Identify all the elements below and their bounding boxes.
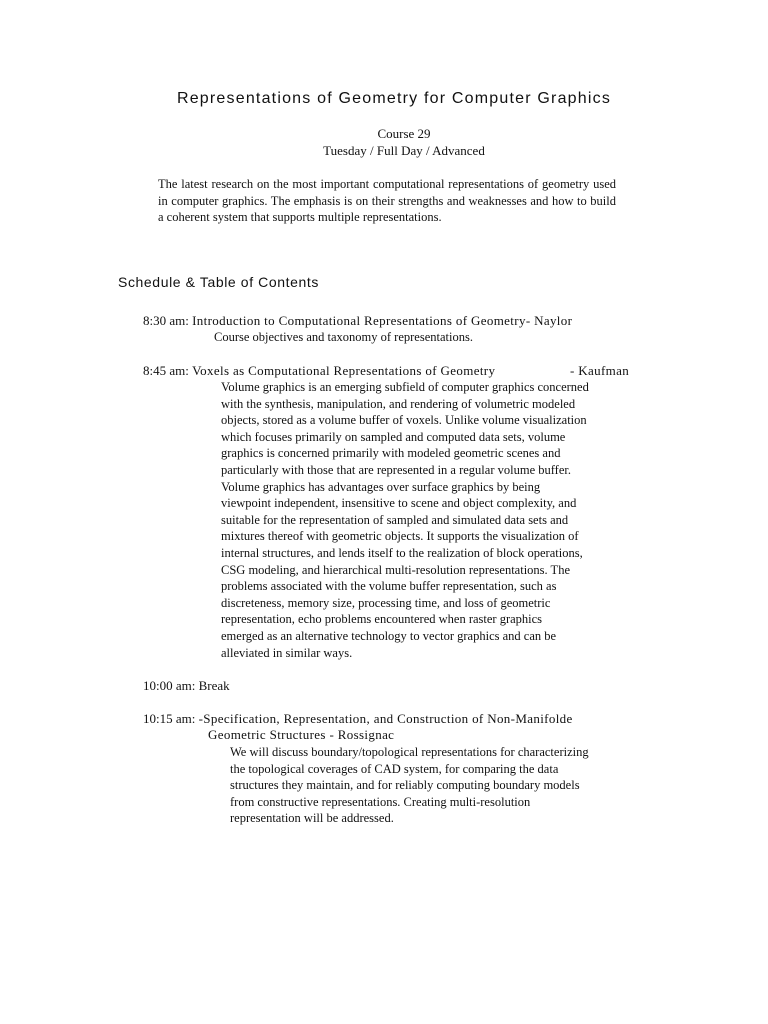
- description-line: internal structures, and lends itself to the realization of block operations,: [221, 545, 583, 560]
- schedule-description: Course objectives and taxonomy of representations.: [214, 330, 473, 344]
- description-line: Volume graphics has advantages over surface graphics by being: [221, 479, 541, 494]
- description-line: CSG modeling, and hierarchical multi-resolution representations. The: [221, 562, 570, 577]
- schedule-topic-cont: Geometric Structures: [208, 727, 326, 742]
- schedule-time: 10:00 am:: [143, 678, 196, 693]
- schedule-speaker: - Naylor: [525, 313, 573, 328]
- course-title: Representations of Geometry for Computer Graphics: [176, 90, 612, 107]
- description-line: representation, echo problems encountered when raster graphics: [221, 612, 543, 627]
- schedule-topic: -Specification, Representation, and Construction of Non-Manifolde: [198, 711, 573, 726]
- schedule-item-nonmanifold: [143, 711, 573, 728]
- description-line: particularly with those that are represented in a regular volume buffer.: [221, 462, 571, 477]
- description-line: Volume graphics is an emerging subfield of computer graphics concerned: [221, 380, 589, 394]
- description-line: objects, stored as a volume buffer of voxels. Unlike volume visualization: [221, 413, 587, 428]
- description-line: graphics is concerned primarily with modeled geometric scenes and: [221, 446, 561, 461]
- schedule-time: 8:45 am:: [143, 363, 189, 378]
- schedule-topic: Break: [198, 678, 230, 693]
- schedule-item-intro: [143, 313, 572, 330]
- schedule-speaker: - Kaufman: [570, 363, 630, 378]
- schedule-description: [230, 744, 589, 827]
- description-line: viewpoint independent, insensitive to scene and object complexity, and: [221, 496, 577, 511]
- schedule-topic: Voxels as Computational Representations of Geometry: [192, 363, 496, 378]
- description-line: structures they maintain, and for reliably computing boundary models: [230, 778, 580, 793]
- description-line: We will discuss boundary/topological representations for characterizing: [230, 745, 589, 759]
- description-line: discreteness, memory size, processing time, and loss of geometric: [221, 595, 551, 610]
- description-line: which focuses primarily on sampled and computed data sets, volume: [221, 429, 566, 444]
- schedule-speaker: - Rossignac: [329, 727, 395, 742]
- schedule-description: [221, 379, 589, 661]
- schedule-topic-continued: [208, 727, 394, 744]
- description-line: emerged as an alternative technology to vector graphics and can be: [221, 628, 557, 643]
- schedule-item-break: [143, 678, 230, 695]
- description-line: alleviated in similar ways.: [221, 645, 353, 660]
- schedule-heading: Schedule & Table of Contents: [118, 274, 320, 290]
- course-details: Tuesday / Full Day / Advanced: [323, 143, 485, 158]
- description-line: suitable for the representation of sampled and simulated data sets and: [221, 512, 569, 527]
- schedule-item-voxels: [143, 363, 495, 380]
- schedule-time: 8:30 am:: [143, 313, 189, 328]
- schedule-time: 10:15 am:: [143, 711, 196, 726]
- description-line: from constructive representations. Creating multi-resolution: [230, 794, 531, 809]
- schedule-topic: Introduction to Computational Representations of Geometry: [192, 313, 526, 328]
- description-line: mixtures thereof with geometric objects. It supports the visualization of: [221, 529, 579, 544]
- description-line: with the synthesis, manipulation, and rendering of volumetric modeled: [221, 396, 576, 411]
- description-line: representation will be addressed.: [230, 811, 394, 826]
- course-number: Course 29: [377, 126, 431, 141]
- description-line: problems associated with the volume buffer representation, such as: [221, 579, 557, 594]
- course-abstract: The latest research on the most important computational representations of geometry used in computer graphics. The emphasis is on their strengths and weaknesses and how to build a coherent system that supports multiple representations.: [158, 177, 616, 224]
- description-line: the topological coverages of CAD system, for comparing the data: [230, 761, 559, 776]
